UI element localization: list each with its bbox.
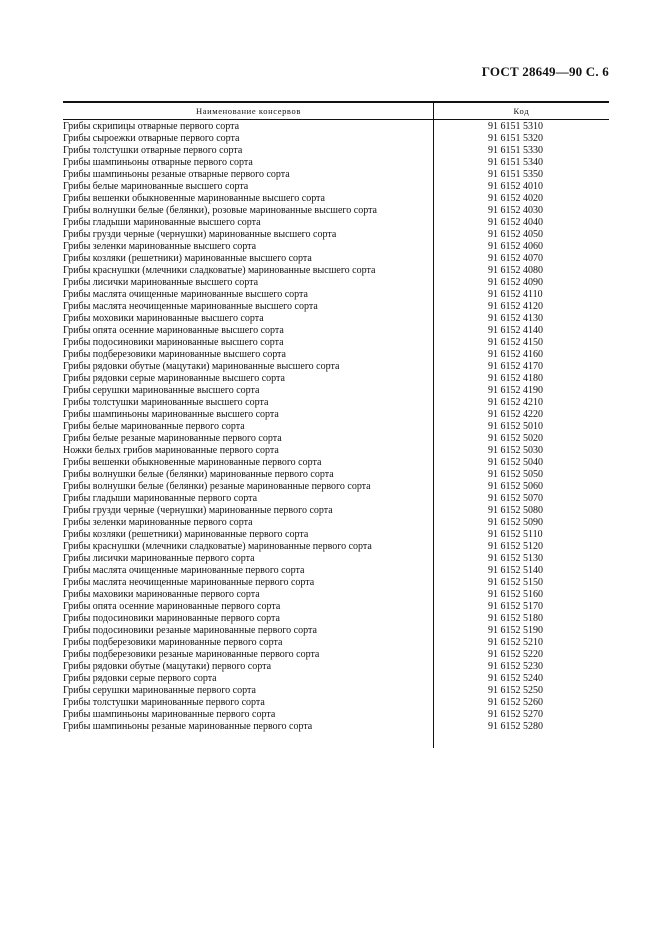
product-code: 91 6152 5040 — [488, 457, 543, 468]
product-code: 91 6152 4130 — [488, 313, 543, 324]
product-name: Грибы подосиновики маринованные первого сорта — [63, 613, 280, 624]
table-row — [63, 613, 609, 625]
column-header-code: Код — [513, 106, 530, 116]
product-name: Ножки белых грибов маринованные первого сорта — [63, 445, 279, 456]
table-row — [63, 517, 609, 529]
table-row — [63, 253, 609, 265]
table-header-rule — [63, 119, 609, 120]
product-code: 91 6152 5150 — [488, 577, 543, 588]
product-name: Грибы скрипицы отварные первого сорта — [63, 121, 240, 132]
table-row — [63, 529, 609, 541]
table-row — [63, 217, 609, 229]
table-row — [63, 433, 609, 445]
table-row — [63, 229, 609, 241]
table-row — [63, 205, 609, 217]
product-name: Грибы подосиновики резаные маринованные первого сорта — [63, 625, 317, 636]
product-name: Грибы краснушки (млечники сладковатые) маринованные высшего сорта — [63, 265, 376, 276]
product-name: Грибы белые маринованные высшего сорта — [63, 181, 249, 192]
product-code: 91 6152 5090 — [488, 517, 543, 528]
product-name: Грибы гладыши маринованные высшего сорта — [63, 217, 261, 228]
product-code: 91 6152 4120 — [488, 301, 543, 312]
product-code: 91 6152 5240 — [488, 673, 543, 684]
product-name: Грибы толстушки маринованные высшего сорта — [63, 397, 269, 408]
product-code: 91 6152 5050 — [488, 469, 543, 480]
product-code: 91 6152 5080 — [488, 505, 543, 516]
product-code: 91 6152 4030 — [488, 205, 543, 216]
product-code: 91 6152 5020 — [488, 433, 543, 444]
table-row — [63, 349, 609, 361]
product-code: 91 6151 5350 — [488, 169, 543, 180]
product-name: Грибы рядовки обутые (мацутаки) маринованные высшего сорта — [63, 361, 340, 372]
table-header-row — [63, 103, 609, 119]
product-name: Грибы шампиньоны отварные первого сорта — [63, 157, 253, 168]
table-row — [63, 325, 609, 337]
product-code: 91 6152 4090 — [488, 277, 543, 288]
table-row — [63, 289, 609, 301]
product-code: 91 6152 5160 — [488, 589, 543, 600]
product-code: 91 6151 5320 — [488, 133, 543, 144]
product-code: 91 6152 5270 — [488, 709, 543, 720]
table-row — [63, 457, 609, 469]
product-name: Грибы волнушки белые (белянки) резаные маринованные первого сорта — [63, 481, 371, 492]
product-name: Грибы рядовки обутые (мацутаки) первого сорта — [63, 661, 272, 672]
product-name: Грибы маховики маринованные первого сорта — [63, 589, 260, 600]
product-code: 91 6152 5060 — [488, 481, 543, 492]
product-name: Грибы шампиньоны резаные отварные первого сорта — [63, 169, 290, 180]
product-code: 91 6152 4140 — [488, 325, 543, 336]
product-name: Грибы вешенки обыкновенные маринованные первого сорта — [63, 457, 322, 468]
product-name: Грибы толстушки отварные первого сорта — [63, 145, 243, 156]
product-code: 91 6152 4190 — [488, 385, 543, 396]
product-code: 91 6152 5030 — [488, 445, 543, 456]
table-row — [63, 409, 609, 421]
product-name: Грибы сыроежки отварные первого сорта — [63, 133, 240, 144]
product-code: 91 6152 5130 — [488, 553, 543, 564]
product-code: 91 6152 4020 — [488, 193, 543, 204]
product-name: Грибы краснушки (млечники сладковатые) маринованные первого сорта — [63, 541, 372, 552]
product-code: 91 6152 5250 — [488, 685, 543, 696]
table-row — [63, 397, 609, 409]
table-row — [63, 361, 609, 373]
product-code: 91 6152 4170 — [488, 361, 543, 372]
table-row — [63, 241, 609, 253]
table-row — [63, 565, 609, 577]
page-header: ГОСТ 28649—90 С. 6 — [481, 64, 609, 79]
table-row — [63, 421, 609, 433]
table-row — [63, 673, 609, 685]
product-code: 91 6152 5210 — [488, 637, 543, 648]
product-name: Грибы лисички маринованные высшего сорта — [63, 277, 259, 288]
table-row — [63, 301, 609, 313]
product-name: Грибы грузди черные (чернушки) маринованные высшего сорта — [63, 229, 337, 240]
product-code: 91 6152 5140 — [488, 565, 543, 576]
table-row — [63, 697, 609, 709]
product-code: 91 6152 4110 — [488, 289, 543, 300]
table-row — [63, 493, 609, 505]
product-name: Грибы козляки (решетники) маринованные первого сорта — [63, 529, 309, 540]
table-row — [63, 709, 609, 721]
table-row — [63, 637, 609, 649]
product-code: 91 6152 5230 — [488, 661, 543, 672]
table-row — [63, 313, 609, 325]
product-code: 91 6152 4040 — [488, 217, 543, 228]
table-row — [63, 469, 609, 481]
product-name: Грибы маслята очищенные маринованные первого сорта — [63, 565, 305, 576]
product-name: Грибы вешенки обыкновенные маринованные высшего сорта — [63, 193, 325, 204]
table-row — [63, 445, 609, 457]
product-code: 91 6152 4180 — [488, 373, 543, 384]
product-code: 91 6152 5280 — [488, 721, 543, 732]
product-code: 91 6152 5190 — [488, 625, 543, 636]
table-row — [63, 577, 609, 589]
product-name: Грибы маслята неочищенные маринованные высшего сорта — [63, 301, 318, 312]
column-header-name: Наименование консервов — [196, 106, 301, 116]
product-name: Грибы подосиновики маринованные высшего сорта — [63, 337, 284, 348]
product-name: Грибы серушки маринованные первого сорта — [63, 685, 256, 696]
product-name: Грибы рядовки серые первого сорта — [63, 673, 217, 684]
product-name: Грибы моховики маринованные высшего сорта — [63, 313, 264, 324]
product-code: 91 6152 4150 — [488, 337, 543, 348]
product-name: Грибы толстушки маринованные первого сорта — [63, 697, 265, 708]
table-row — [63, 157, 609, 169]
product-code: 91 6152 4080 — [488, 265, 543, 276]
table-row — [63, 277, 609, 289]
table-row — [63, 601, 609, 613]
product-code: 91 6152 4070 — [488, 253, 543, 264]
table-row — [63, 337, 609, 349]
table-row — [63, 265, 609, 277]
product-code: 91 6152 5170 — [488, 601, 543, 612]
table-row — [63, 133, 609, 145]
product-name: Грибы подберезовики маринованные высшего сорта — [63, 349, 286, 360]
product-code: 91 6151 5330 — [488, 145, 543, 156]
product-name: Грибы шампиньоны маринованные высшего сорта — [63, 409, 279, 420]
product-code: 91 6152 4160 — [488, 349, 543, 360]
product-name: Грибы шампиньоны маринованные первого сорта — [63, 709, 276, 720]
product-name: Грибы опята осенние маринованные первого сорта — [63, 601, 281, 612]
product-name: Грибы подберезовики маринованные первого сорта — [63, 637, 283, 648]
product-code: 91 6152 5120 — [488, 541, 543, 552]
product-code: 91 6152 5220 — [488, 649, 543, 660]
table-row — [63, 169, 609, 181]
table-row — [63, 685, 609, 697]
table-row — [63, 373, 609, 385]
product-name: Грибы маслята очищенные маринованные высшего сорта — [63, 289, 308, 300]
product-code: 91 6152 4210 — [488, 397, 543, 408]
product-name: Грибы зеленки маринованные высшего сорта — [63, 241, 257, 252]
table-row — [63, 181, 609, 193]
product-name: Грибы белые резаные маринованные первого сорта — [63, 433, 282, 444]
product-code: 91 6151 5340 — [488, 157, 543, 168]
product-name: Грибы подберезовики резаные маринованные первого сорта — [63, 649, 320, 660]
product-code: 91 6152 5260 — [488, 697, 543, 708]
table-row — [63, 481, 609, 493]
table-row — [63, 385, 609, 397]
table-row — [63, 625, 609, 637]
table-row — [63, 145, 609, 157]
table-row — [63, 553, 609, 565]
product-code: 91 6152 4060 — [488, 241, 543, 252]
product-name: Грибы белые маринованные первого сорта — [63, 421, 245, 432]
table-row — [63, 193, 609, 205]
product-name: Грибы козляки (решетники) маринованные высшего сорта — [63, 253, 312, 264]
product-name: Грибы зеленки маринованные первого сорта — [63, 517, 253, 528]
product-name: Грибы шампиньоны резаные маринованные первого сорта — [63, 721, 313, 732]
table-row — [63, 649, 609, 661]
product-code: 91 6152 4010 — [488, 181, 543, 192]
table-row — [63, 541, 609, 553]
product-code: 91 6152 4220 — [488, 409, 543, 420]
table-row — [63, 661, 609, 673]
product-code: 91 6152 5110 — [488, 529, 543, 540]
product-name: Грибы грузди черные (чернушки) маринованные первого сорта — [63, 505, 333, 516]
product-name: Грибы рядовки серые маринованные высшего сорта — [63, 373, 285, 384]
product-code: 91 6152 5070 — [488, 493, 543, 504]
product-name: Грибы серушки маринованные высшего сорта — [63, 385, 260, 396]
table-row — [63, 505, 609, 517]
product-code: 91 6152 4050 — [488, 229, 543, 240]
product-name: Грибы опята осенние маринованные высшего сорта — [63, 325, 284, 336]
product-name: Грибы маслята неочищенные маринованные первого сорта — [63, 577, 315, 588]
table-row — [63, 121, 609, 133]
product-name: Грибы гладыши маринованные первого сорта — [63, 493, 258, 504]
product-name: Грибы волнушки белые (белянки) маринованные первого сорта — [63, 469, 334, 480]
table-row — [63, 721, 609, 733]
product-name: Грибы волнушки белые (белянки), розовые маринованные высшего сорта — [63, 205, 377, 216]
product-code: 91 6152 5180 — [488, 613, 543, 624]
product-name: Грибы лисички маринованные первого сорта — [63, 553, 255, 564]
product-code: 91 6151 5310 — [488, 121, 543, 132]
table-row — [63, 589, 609, 601]
table-body — [63, 121, 609, 733]
product-code: 91 6152 5010 — [488, 421, 543, 432]
